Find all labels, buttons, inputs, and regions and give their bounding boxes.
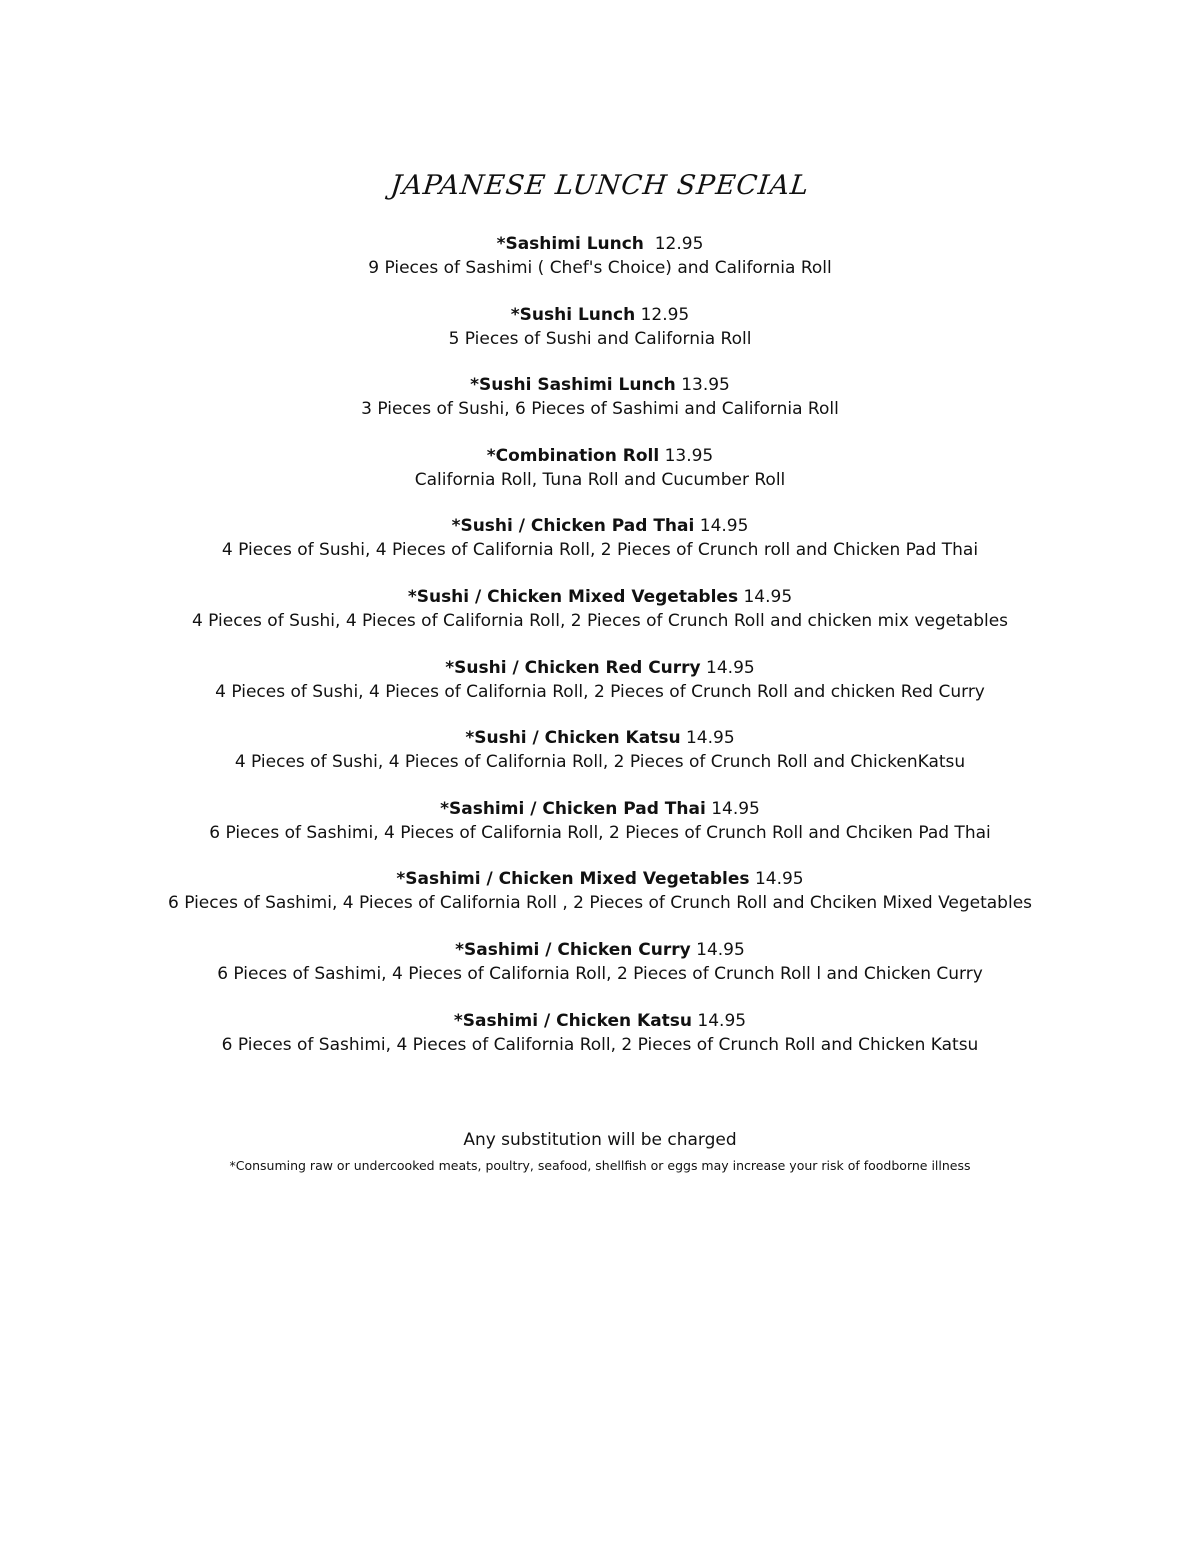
item-description: 3 Pieces of Sushi, 6 Pieces of Sashimi and California Roll <box>361 399 839 420</box>
item-description: 6 Pieces of Sashimi, 4 Pieces of California Roll, 2 Pieces of Crunch Roll and Chicken Katsu <box>221 1034 979 1055</box>
item-name: *Sashimi Lunch <box>496 234 644 254</box>
item-description: 6 Pieces of Sashimi, 4 Pieces of California Roll, 2 Pieces of Crunch Roll and Chciken Pad Thai <box>209 822 991 843</box>
item-description: 6 Pieces of Sashimi, 4 Pieces of California Roll, 2 Pieces of Crunch Roll l and Chicken Curry <box>217 963 983 984</box>
item-name: *Sashimi / Chicken Pad Thai <box>440 798 706 819</box>
item-description: 4 Pieces of Sushi, 4 Pieces of California Roll, 2 Pieces of Crunch Roll and ChickenKatsu <box>234 752 966 773</box>
item-name: *Sushi / Chicken Mixed Vegetables <box>407 586 739 607</box>
menu-item-sashimi-chicken-pad-thai <box>0 798 1200 869</box>
item-price: 14.95 <box>699 516 749 537</box>
menu-list <box>0 233 1200 1080</box>
menu-item-combination-roll <box>0 445 1200 516</box>
item-price: 14.95 <box>743 586 793 607</box>
item-name: *Sushi / Chicken Red Curry <box>445 657 701 678</box>
item-description: California Roll, Tuna Roll and Cucumber Roll <box>414 469 786 490</box>
item-description: 4 Pieces of Sushi, 4 Pieces of California Roll, 2 Pieces of Crunch roll and Chicken Pad Thai <box>221 540 979 561</box>
item-description: 4 Pieces of Sushi, 4 Pieces of California Roll, 2 Pieces of Crunch Roll and chicken Red Curry <box>215 681 985 702</box>
menu-item-sushi-lunch <box>0 304 1200 375</box>
item-price: 14.95 <box>697 1010 747 1031</box>
item-price: 12.95 <box>654 234 704 254</box>
item-name: *Sushi / Chicken Pad Thai <box>451 516 695 537</box>
item-name: *Sushi / Chicken Katsu <box>465 728 681 749</box>
item-name: *Sashimi / Chicken Curry <box>455 939 691 960</box>
menu-item-sashimi-chicken-curry <box>0 939 1200 1010</box>
item-name: *Sashimi / Chicken Mixed Vegetables <box>396 869 750 890</box>
menu-item-sushi-chicken-pad-thai <box>0 515 1200 586</box>
item-price: 14.95 <box>706 657 755 678</box>
item-name: *Sushi Sashimi Lunch <box>470 375 676 396</box>
menu-item-sushi-chicken-red-curry <box>0 657 1200 728</box>
menu-item-sushi-chicken-katsu <box>0 727 1200 798</box>
menu-item-sashimi-lunch <box>0 233 1200 304</box>
item-description: 6 Pieces of Sashimi, 4 Pieces of California Roll , 2 Pieces of Crunch Roll and Chciken Mixed Vegetables <box>167 893 1033 914</box>
item-description: 9 Pieces of Sashimi ( Chef's Choice) and California Roll <box>368 258 832 278</box>
substitution-note: Any substitution will be charged <box>463 1130 737 1150</box>
menu-item-sashimi-chicken-mixed-vegetables <box>0 868 1200 939</box>
item-price: 13.95 <box>664 445 714 466</box>
item-name: *Sashimi / Chicken Katsu <box>453 1010 693 1031</box>
menu-item-sashimi-chicken-katsu <box>0 1010 1200 1081</box>
item-price: 14.95 <box>754 869 804 890</box>
menu-title: JAPANESE LUNCH SPECIAL <box>389 170 811 201</box>
item-price: 14.95 <box>696 939 745 960</box>
menu-item-sushi-chicken-mixed-vegetables <box>0 586 1200 657</box>
item-price: 14.95 <box>685 728 735 749</box>
item-description: 4 Pieces of Sushi, 4 Pieces of California Roll, 2 Pieces of Crunch Roll and chicken mix vegetables <box>191 610 1009 631</box>
menu-item-sushi-sashimi-lunch <box>0 374 1200 445</box>
item-price: 12.95 <box>640 304 690 325</box>
item-name: *Sushi Lunch <box>510 304 636 325</box>
item-price: 14.95 <box>711 798 760 819</box>
food-safety-disclaimer: *Consuming raw or undercooked meats, poultry, seafood, shellfish or eggs may increase your risk of foodborne illness <box>229 1158 971 1173</box>
item-price: 13.95 <box>681 375 730 396</box>
item-description: 5 Pieces of Sushi and California Roll <box>448 328 752 349</box>
item-name: *Combination Roll <box>486 445 660 466</box>
